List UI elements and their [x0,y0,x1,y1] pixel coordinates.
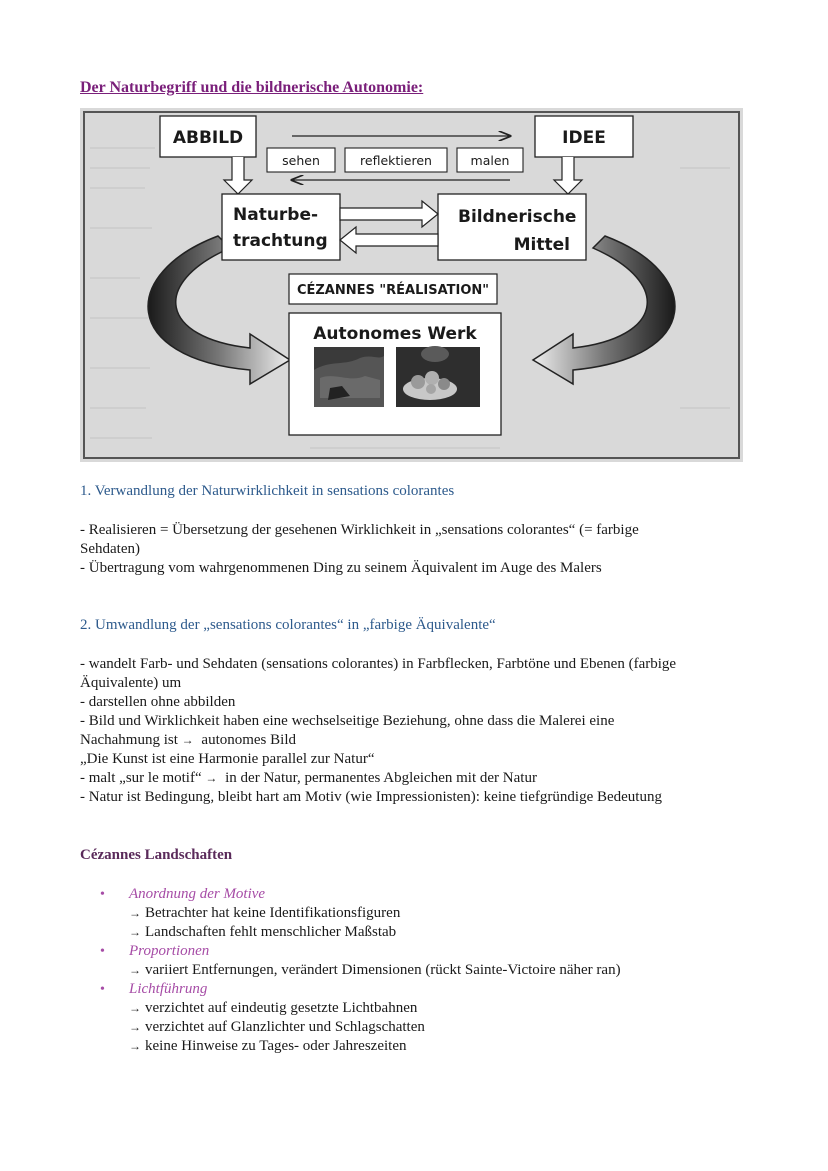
line-3b-post: autonomes Bild [201,732,296,748]
realisation-label: CÉZANNES "RÉALISATION" [296,283,490,298]
line-3b-pre: Nachahmung ist [80,732,178,748]
sub-item [129,923,760,942]
bullet-dot: • [100,982,105,997]
arrow-glyph: → [181,733,194,747]
section-3-heading: Cézannes Landschaften [80,847,233,863]
sub-item [129,1037,760,1056]
sub-item [129,999,760,1018]
autonomes-werk-label: Autonomes Werk [313,324,477,344]
line-5-pre: - malt „sur le motif“ [80,770,202,786]
section-2-line-1a: - wandelt Farb- und Sehdaten (sensations colorantes) in Farbflecken, Farbtöne und Ebenen (farbige [80,656,677,672]
arrow-glyph: → [129,1039,141,1053]
page-title: Der Naturbegriff und die bildnerische Autonomie: [80,79,424,96]
sub-item-text: verzichtet auf Glanzlichter und Schlagschatten [145,1019,425,1035]
section-2-heading: 2. Umwandlung der „sensations colorantes“ in „farbige Äquivalente“ [80,617,496,633]
painting-still-life [396,346,480,407]
bullet-heading: Lichtführung [129,981,208,997]
arrow-glyph: → [129,925,141,939]
abbild-label: ABBILD [172,128,244,148]
section-2-line-5 [80,769,750,788]
line-5-post: in der Natur, permanentes Abgleichen mit der Natur [225,770,537,786]
bildnerische-line1: Bildnerische [458,207,577,227]
bullet-dot: • [100,887,105,902]
arrow-glyph: → [129,1020,141,1034]
section-2-line-3a: - Bild und Wirklichkeit haben eine wechselseitige Beziehung, ohne dass die Malerei eine [80,713,615,729]
naturbetrachtung-line1: Naturbe- [233,205,319,225]
idee-label: IDEE [562,128,606,148]
section-2-line-3b [80,731,750,750]
bullet-heading: Anordnung der Motive [129,886,266,902]
sub-item [129,904,760,923]
naturbetrachtung-line2: trachtung [233,231,328,251]
section-1-line-1b: Sehdaten) [80,541,140,557]
bildnerische-line2: Mittel [513,235,570,255]
section-1-line-1a: - Realisieren = Übersetzung der gesehenen Wirklichkeit in „sensations colorantes“ (= farbige [80,522,639,538]
sub-item-text: Betrachter hat keine Identifikationsfiguren [145,905,401,921]
section-1-heading: 1. Verwandlung der Naturwirklichkeit in sensations colorantes [80,483,455,499]
diagram-figure [80,108,743,462]
diagram-svg [80,108,743,462]
bullet-dot: • [100,944,105,959]
arrow-glyph: → [129,963,141,977]
sub-item-text: verzichtet auf eindeutig gesetzte Lichtbahnen [145,1000,418,1016]
landscape-bullet-list [100,885,760,1056]
bullet-item [100,942,760,980]
bullet-item [100,885,760,942]
sub-item-text: keine Hinweise zu Tages- oder Jahreszeiten [145,1038,407,1054]
section-1-line-2: - Übertragung vom wahrgenommenen Ding zu seinem Äquivalent im Auge des Malers [80,560,602,576]
section-2-line-2: - darstellen ohne abbilden [80,694,236,710]
sub-item-text: variiert Entfernungen, verändert Dimensionen (rückt Sainte-Victoire näher ran) [145,962,621,978]
sub-item [129,961,760,980]
arrow-glyph: → [205,771,218,785]
section-2-line-6: - Natur ist Bedingung, bleibt hart am Motiv (wie Impressionisten): keine tiefgründige Bedeutung [80,789,662,805]
section-2-line-1b: Äquivalente) um [80,675,182,691]
painting-landscape [314,347,384,407]
sub-item [129,1018,760,1037]
arrow-glyph: → [129,1001,141,1015]
sehen-label: sehen [282,153,320,168]
bullet-item [100,980,760,1056]
malen-label: malen [470,153,510,168]
arrow-glyph: → [129,906,141,920]
sub-item-text: Landschaften fehlt menschlicher Maßstab [145,924,397,940]
section-2-line-4: „Die Kunst ist eine Harmonie parallel zur Natur“ [80,751,375,767]
reflektieren-label: reflektieren [360,153,432,168]
bullet-heading: Proportionen [129,943,210,959]
